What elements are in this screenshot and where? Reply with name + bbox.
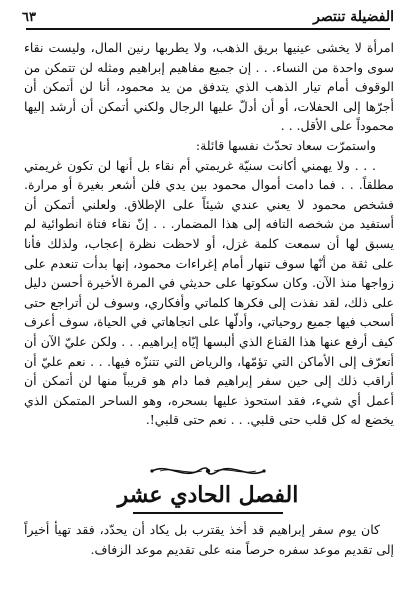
- chapter-title-underline: [133, 512, 283, 514]
- paragraph: . . . ولا يهمني أكانت سنيّة غريمتي أم نقاء بل أنها لن تكون غريمتي مطلقاً. . . فما دامت أموال محمود بين يدي فلن أشعر بغيرة أو مرارة. فشخص محمود لا يعني عندي شيئاً على الإطلاق. ولعلني أتمكن أن أستفيد من شخصه التافه إلى هذا المضمار. . . إنّ نقاء فتاة انطوائية لم يسبق لها أن سمعت كلمة غزل، أو لاحظت نظرة إعجاب، ولذلك فأنا على ثقة من أنّها سوف تنهار أمام إغراءات محمود، إنها بدأت تنعدم على زواجها منذ الآن. وكان سكوتها على حديثي في المرة الأخيرة أحسن دليل على ذلك، لقد نفذت إلى فكرها كلماتي وأفكاري، وسوف لن أتراجع حتى أسحب فيها جميع روحياتي، وأدلّها على اتجاهاتي في الحياة، سوف أعرف كيف أرفع عنها هذا القناع الذي ألبسها إيّاه إبراهيم. . . ولكن عليّ الآن أن أتعرّف إلى الأماكن التي تؤمّها، والرياض التي تتنزّه فيها. . . نعم عليّ أن أراقب ذلك إلى حين سفر إبراهيم فما دام هو قريباً منها لن أتمكن أن أعمل أي شيء، فقد استحوذ عليها بسحره، وهو الساحر المتمكن الذي يخضع له كل قلب حتى قلبي. . . نعم حتى قلبي!.: [24, 157, 394, 428]
- paragraph: امرأة لا يخشى عينيها بريق الذهب، ولا يطربها رنين المال، وليست نقاء سوى واحدة من النساء. . . إن جميع مفاهيم إبراهيم ومثله لن تتمكن من الوقوف أمام تيار الذهب الذي يتدفق من يد محمود، أنا لن أتمكن أن أجرّها إلى الحفلات، أو أن أدلّ عليها الرجال ولكني أتمكن أن أرشد إليها محموداً على الأقل. . .: [24, 40, 394, 134]
- header-rule: [26, 28, 390, 30]
- page-number: ٦٣: [22, 9, 36, 25]
- paragraph: كان يوم سفر إبراهيم قد أخذ يقترب بل يكاد أن يحدّد، فقد تهيأ أخيراً إلى تقديم موعد سفره حرصاً منه على تقديم موعد الزفاف.: [24, 522, 394, 557]
- paragraph: واستمرّت سعاد تحدّث نفسها قائلة:: [195, 137, 376, 153]
- chapter-title: الفصل الحادي عشر: [117, 482, 299, 508]
- running-title: الفضيلة تنتصر: [313, 9, 394, 25]
- decorative-divider-icon: [0, 458, 416, 484]
- page-header: [22, 6, 394, 28]
- body-text: [24, 38, 394, 430]
- chapter-text: [24, 520, 394, 560]
